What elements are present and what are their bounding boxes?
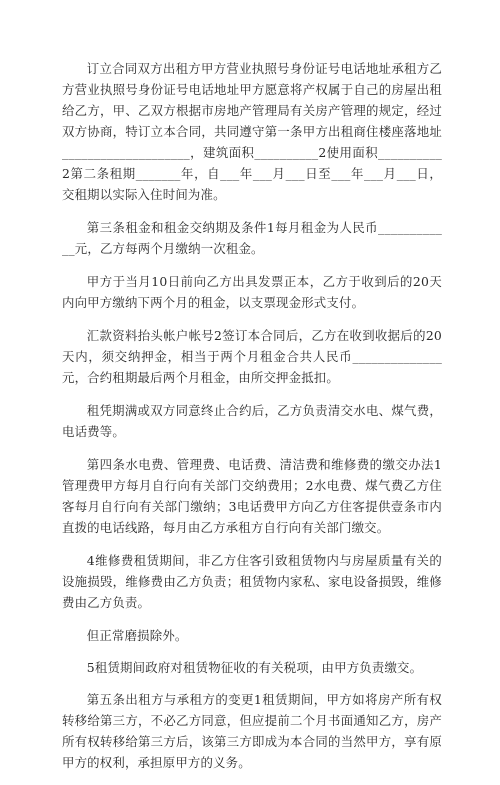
wear-exception-paragraph: 但正常磨损除外。 [86, 628, 188, 643]
fees-paragraph: 第四条水电费、管理费、电话费、清洁费和维修费的缴交办法1管理费甲方每月自行向有关部门交纳费用；2水电费、煤气费乙方住客每月自行向有关部门缴纳；3电话费甲方向乙方住客提供壹条市内直拨的电话线路，每月由乙方承租方自行向有关部门缴交。 [62, 457, 442, 535]
document-page [62, 58, 442, 785]
invoice-paragraph: 甲方于当月10日前向乙方出具发票正本，乙方于收到后的20天内向甲方缴纳下两个月的租金，以支票现金形式支付。 [62, 274, 442, 310]
tax-paragraph: 5租赁期间政府对租赁物征收的有关税项，由甲方负责缴交。 [86, 660, 423, 675]
lease-end-paragraph: 租凭期满或双方同意终止合约后，乙方负责清交水电、煤气费，电话费等。 [62, 403, 442, 439]
maintenance-paragraph: 4维修费租赁期间，非乙方住客引致租赁物内与房屋质量有关的设施损毁，维修费由乙方负责；租赁物内家私、家电设备损毁，维修费由乙方负责。 [62, 553, 442, 610]
deposit-paragraph: 汇款资料抬头帐户帐号2签订本合同后，乙方在收到收据后的20天内，须交纳押金，相当于两个月租金合共人民币______________元，合约租期最后两个月租金，由所交押金抵扣。 [62, 328, 442, 385]
rent-terms-paragraph: 第三条租金和租金交纳期及条件1每月租金为人民币____________元，乙方每两个月缴纳一次租金。 [62, 220, 442, 256]
party-change-paragraph: 第五条出租方与承租方的变更1租赁期间，甲方如将房产所有权转移给第三方，不必乙方同意，但应提前二个月书面通知乙方，房产所有权转移给第三方后，该第三方即成为本合同的当然甲方，享有原甲方的权利，承担原甲方的义务。 [62, 692, 442, 770]
contract-intro-paragraph: 订立合同双方出租方甲方营业执照号身份证号电话地址承租方乙方营业执照号身份证号电话地址甲方愿意将产权属于自己的房屋出租给乙方，甲、乙双方根据市房地产管理局有关房产管理的规定，经过双方协商，特订立本合同，共同遵守第一条甲方出租商住楼座落地址____________________，建筑面积__________2使用面积__________2第二条租期_______年，自___年___月___日至___年___月___日，交租期以实际入住时间为准。 [62, 61, 442, 202]
